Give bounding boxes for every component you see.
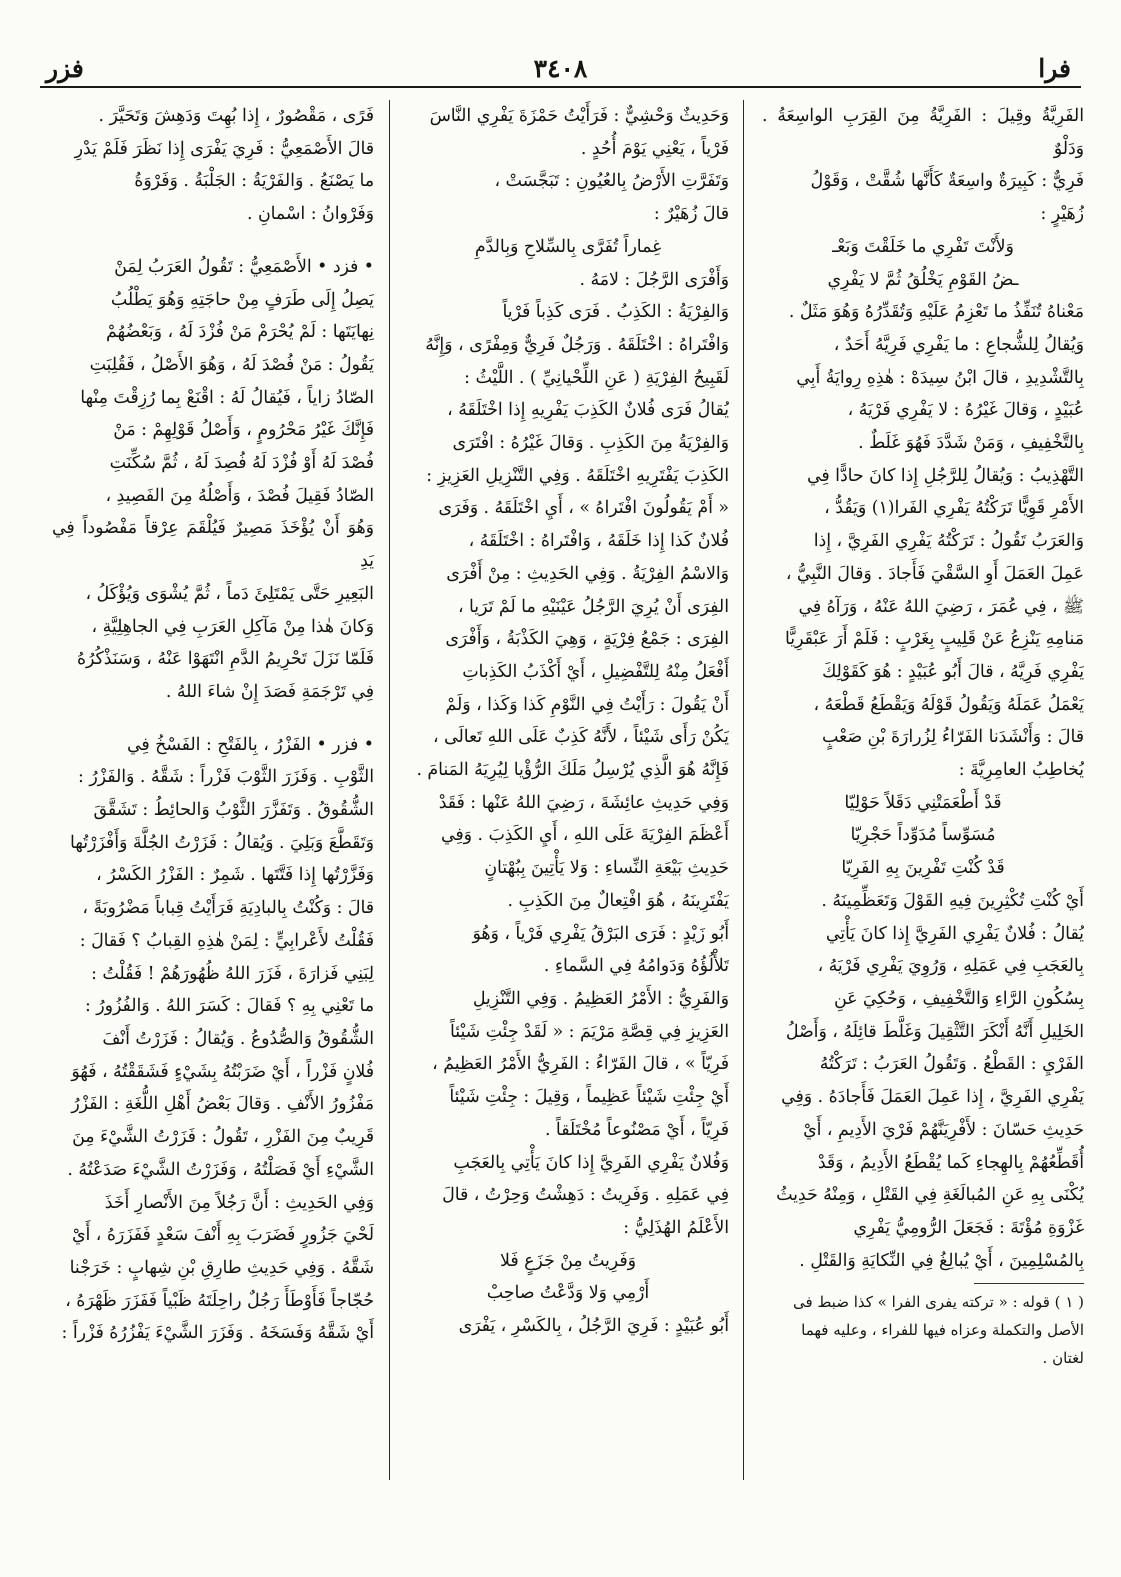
text-line: بِسُكُونِ الرَّاءِ وَالتَّخْفِيفِ ، وَحُكِيَ عَنِ bbox=[833, 988, 1084, 1009]
header-left-word: فزر bbox=[46, 54, 84, 83]
text-line: الصّادُ فَقِيلَ فُصْدَ ، وَأَصْلُهُ مِنَ الفَصِيدِ ، bbox=[105, 485, 374, 506]
text-line: أَبُو زَيْدٍ : فَرَى البَرْقُ يَفْرِي فَرْياً ، وَهُوَ bbox=[472, 923, 729, 944]
text-line: أَيْ جِئْتِ شَيْئاً عَظِيماً ، وَقِيلَ : جِئْتِ شَيْئاً bbox=[449, 1087, 729, 1108]
text-line: وَالعَرَبُ تَقُولُ : تَرَكْتُهُ يَفْرِي الفَرِيَّ ، إِذا bbox=[813, 531, 1084, 552]
entry-heading-line: • فزر • الفَزْرُ ، بِالفَتْحِ : الفَسْخُ فِي bbox=[126, 734, 374, 755]
text-line: الصّادُ زاياً ، فَيُقالُ لَهُ : اقْنَعْ بِما رُزِقْتَ مِنْها bbox=[80, 387, 374, 408]
text-line: مَنامِهِ يَنْزِعُ عَنْ قَلِيبٍ بِغَرْبٍ : فَلَمْ أَرَ عَبْقَرِيًّا bbox=[785, 629, 1084, 650]
text-line: يَعْمَلُ عَمَلَهُ وَيَقُولُ قَوْلَهُ وَيَقْطَعُ قَطْعَهُ ، bbox=[813, 694, 1084, 715]
text-line: الثَّوْبِ . وَفَزَرَ الثَّوْبَ فَزْراً : شَقَّهُ . وَالفَزْرُ : bbox=[78, 767, 374, 788]
text-line: تَلأْلُؤُهُ وَدَوامُهُ فِي السَّماءِ . bbox=[543, 956, 729, 977]
column-divider-2 bbox=[389, 100, 390, 1480]
text-line: البَعِيرِ حَتَّى يَمْتَلِئَ دَماً ، ثُمَّ يُشْوَى وَيُؤْكَلُ ، bbox=[85, 583, 374, 604]
text-line: وَفُلانٌ يَفْرِي الفَرِيَّ إِذا كانَ يَأْتِي بِالعَجَبِ bbox=[453, 1152, 729, 1173]
text-line: وَافْتَراهُ : اخْتَلَقَهُ . وَرَجُلٌ فَرِيٌّ وَمِفْرًى ، وَإِنَّهُ bbox=[425, 334, 729, 355]
entry-gap bbox=[52, 231, 374, 251]
text-line: العَزِيزِ فِي قِصَّةِ مَرْيَمَ : « لَقَدْ جِئْتِ شَيْئاً bbox=[449, 1021, 729, 1042]
text-line: وَيُقالُ لِلشُّجاعِ : ما يَفْرِي فَرِيَّهُ أَحَدٌ ، bbox=[833, 334, 1084, 355]
text-line: الكَذِبَ يَفْتَرِيهِ اخْتَلَقَهُ . وَفِي التَّنْزِيلِ العَزِيزِ : bbox=[426, 465, 729, 486]
text-line: بِالعَجَبِ فِي عَمَلِهِ ، وَرُوِيَ يَفْرِي فَرْيَهُ ، bbox=[817, 956, 1084, 977]
text-line: ﷺ ، فِي عُمَرَ ، رَضِيَ اللهُ عَنْهُ ، وَرَآهُ فِي bbox=[798, 596, 1084, 617]
text-line: أَنْ يَقُولَ : رَأَيْتُ فِي النَّوْمِ كَذا وَكَذا ، وَلَمْ bbox=[445, 694, 729, 715]
entry-gap bbox=[52, 709, 374, 729]
footnote-line: ( ١ ) قوله : « تركته يفرى الفرا » كذا ضبط فى bbox=[793, 1293, 1084, 1312]
text-line: نِهايَتَها : لَمْ يُحْرَمْ مَنْ فُزْدَ لَهُ ، وَبَعْضُهُمْ bbox=[106, 322, 374, 343]
verse-line: وَلأَنْتَ تَفْرِي ما خَلَقْتَ وَبَعْـ bbox=[832, 236, 1014, 257]
text-line: يَكُنْ رَأَى شَيْئاً ، لأَنَّهُ كَذِبٌ عَلَى اللهِ تَعالَى ، bbox=[432, 727, 729, 748]
text-line: وَأَفْرَى الرَّجُلَ : لامَهُ . bbox=[579, 269, 729, 290]
text-line: مَفْزُورُ الأَنْفِ . وَقالَ بَعْضُ أَهْلِ اللُّغَةِ : الفَزْرُ bbox=[71, 1094, 374, 1115]
text-line: مَعْناهُ تُنَفِّذُ ما تَعْزِمُ عَلَيْهِ وَتُقَدِّرُهُ وَهُوَ مَثَلٌ . bbox=[788, 302, 1084, 323]
verse-line: مُسَوِّساً مُدَوِّداً حَجْرِيّا bbox=[850, 825, 996, 846]
text-line: فَرِيٌّ : كَبِيرَةٌ واسِعَةٌ كَأَنَّها شُقَّتْ ، وَقَوْلُ bbox=[810, 171, 1084, 192]
text-line: وَفَرْوانُ : اسْمانِ . bbox=[246, 204, 374, 225]
text-line: وَحَدِيثٌ وَحْشِيٌّ : فَرَأَيْتُ حَمْزَةَ يَفْرِي النَّاسَ bbox=[429, 106, 729, 126]
text-line: شَقَّهُ . وَفِي حَدِيثِ طارِقِ بْنِ شِهابٍ : خَرَجْنا bbox=[69, 1257, 374, 1278]
text-line: بِالتَّشْدِيدِ ، قالَ ابْنُ سِيدَهْ : هٰذِهِ رِوايَةُ أَبِي bbox=[796, 367, 1084, 388]
text-line: فِي تَرْجَمَةِ فَصَدَ إِنْ شاءَ اللهُ . bbox=[165, 681, 374, 702]
text-line: وَفِي حَدِيثِ عائِشَةَ ، رَضِيَ اللهُ عَنْها : فَقَدْ bbox=[438, 792, 729, 813]
page-number: ٣٤٠٨ bbox=[533, 54, 588, 83]
text-line: فُلانٍ فَزْراً ، أَيْ ضَرَبْتُهُ بِشَيْءٍ فَشَقَقْتُهُ ، فَهُوَ bbox=[71, 1061, 374, 1082]
verse-line: غِماراً تُفَرَّى بِالسِّلاحِ وَبِالدَّمِ bbox=[474, 236, 662, 257]
footnote-line: الأصل والتكملة وعزاه فيها للفراء ، وعليه فهما bbox=[801, 1321, 1084, 1340]
text-line: فِي عَمَلِهِ . وَفَرِيتُ : دَهِشْتُ وَحِرْتُ ، قالَ bbox=[442, 1185, 729, 1206]
verse-line: قَدْ أَطْعَمَتْنِي دَقَلاً حَوْلِيّا bbox=[844, 792, 1002, 813]
text-line: وَهُوَ أَنْ يُؤْخَذَ مَصِيرٌ فَيُلْقَمَ عِرْقاً مَفْصُوداً فِي يَدِ bbox=[52, 518, 374, 572]
text-line: أَبُو عُبَيْدٍ : فَرِيَ الرَّجُلُ ، بِالكَسْرِ ، يَفْرَى bbox=[458, 1316, 729, 1337]
text-line: لَقَبِيحُ الفِرْيَةِ ( عَنِ اللِّحْيانِيِّ ) . اللَّيْثُ : bbox=[464, 367, 729, 388]
text-line: قالَ الأَصْمَعِيُّ : فَرِيَ يَفْرَى إِذا نَظَرَ فَلَمْ يَدْرِ bbox=[74, 138, 374, 159]
verse-line: أَرْمِي وَلا وَدَّعْتُ صاحِبْ bbox=[486, 1283, 650, 1304]
text-line: أَفْعَلُ مِنْهُ لِلتَّفْضِيلِ ، أَيْ أَكْذَبُ الكَذِباتِ bbox=[462, 661, 729, 682]
text-line: وَفَزَّرْتُها إِذا فَتَّتَها . شَمِرٌ : الفَزْرُ الكَسْرُ ، bbox=[96, 865, 374, 886]
text-line: أَيْ شَقَّهُ وَفَسَخَهُ . وَفَزَرَ الشَّيْءَ يَفْزُرُهُ فَزْراً : bbox=[61, 1323, 374, 1344]
text-columns bbox=[44, 100, 1084, 1480]
text-line: وَفِي الحَدِيثِ : أَنَّ رَجُلاً مِنَ الأَنْصارِ أَخَذَ bbox=[104, 1192, 374, 1213]
text-line: حَدِيثِ حَسّانَ : لأَفْرِيَنَّهُمْ فَرْيَ الأَدِيمِ ، أَيْ bbox=[803, 1119, 1084, 1140]
text-line: وَالفَرِيُّ : الأَمْرُ العَظِيمُ . وَفِي التَّنْزِيلِ bbox=[472, 988, 729, 1009]
text-line: وَكانَ هٰذا مِنْ مَآكِلِ العَرَبِ فِي الجاهِلِيَّةِ ، bbox=[91, 616, 374, 637]
text-line: أَعْظَمَ الفِرْيَةَ عَلَى اللهِ ، أَيِ الكَذِبَ . وَفِي bbox=[440, 825, 729, 846]
footnote-line: لغتان . bbox=[1042, 1349, 1084, 1368]
text-line: قالَ : وَأَنْشَدَنا الفَرّاءُ لِزُرارَةَ بْنِ صَعْبٍ bbox=[822, 727, 1084, 748]
text-line: الفِرَى أَنْ يُرِيَ الرَّجُلُ عَيْنَيْهِ ما لَمْ تَرَيا ، bbox=[457, 596, 729, 617]
page-header bbox=[40, 50, 1081, 88]
text-line: الأَمْرِ قَوِيًّا تَرَكْتُهُ يَفْرِي الفَرا(١) وَيَقُدُّ ، bbox=[824, 498, 1084, 519]
text-line: يَصِلُ إِلَى طَرَفٍ مِنْ حاجَتِهِ وَهُوَ يَطْلُبُ bbox=[110, 289, 374, 310]
text-line: فَقُلْتُ لأَعْرابِيٍّ : لِمَنْ هٰذِهِ القِبابُ ؟ فَقالَ : bbox=[79, 930, 374, 951]
column-left bbox=[52, 100, 374, 1480]
text-line: الأَعْلَمُ الهُذَلِيُّ : bbox=[623, 1217, 729, 1238]
text-line: ما تَعْنِي بِهِ ؟ فَقالَ : كَسَرَ اللهُ . وَالفُزُورُ : bbox=[84, 996, 374, 1017]
text-line: لَحْيَ جَزُورٍ فَضَرَبَ بِهِ أَنْفَ سَعْدٍ فَفَزَرَهُ ، أَيْ bbox=[71, 1225, 374, 1246]
column-divider-1 bbox=[743, 100, 744, 1480]
text-line: فَإِنَّهُ هُوَ الَّذِي يُرْسِلُ مَلَكَ الرُّؤْيا لِيُرِيَهُ المَنامَ . bbox=[416, 760, 729, 781]
text-line: « أَمْ يَقُولُونَ افْتَراهُ » ، أَيِ اخْتَلَقَهُ . وَفَرَى bbox=[438, 498, 729, 519]
text-line: فَرْياً ، يَعْنِي يَوْمَ أُحُدٍ . bbox=[580, 138, 729, 159]
column-middle bbox=[407, 100, 729, 1480]
text-line: بِالتَّخْفِيفِ ، وَمَنْ شَدَّدَ فَهُوَ غَلَطٌ . bbox=[858, 433, 1084, 454]
text-line: بِالمُسْلِمِينَ ، أَيْ يُبالِغُ فِي النِّكايَةِ وَالقَتْلِ . bbox=[799, 1250, 1084, 1271]
text-line: ما يَصْنَعُ . وَالفَرْيَةُ : الجَلْبَةُ . وَفَرْوَةُ bbox=[134, 171, 374, 192]
text-line: فَإِنَّكَ غَيْرُ مَحْرُومٍ ، وَأَصْلُ قَوْلِهِمْ : مَنْ bbox=[113, 420, 374, 441]
text-line: أَيْ كُنْتِ تُكْثِرِينَ فِيهِ القَوْلَ وَتَعَظِّمِينَهُ . bbox=[821, 890, 1084, 911]
verse-line: قَدْ كُنْتِ تَفْرِينَ بِهِ الفَرِيّا bbox=[841, 858, 1005, 879]
text-line: وَالاسْمُ الفِرْيَةُ . وَفِي الحَدِيثِ : مِنْ أَفْرَى bbox=[446, 563, 729, 584]
text-line: قالَ زُهَيْرٌ : bbox=[653, 204, 729, 225]
verse-line: وَفَرِيتُ مِنْ جَزَعٍ فَلا bbox=[500, 1250, 636, 1271]
text-line: الفِرَى : جَمْعُ فِرْيَةٍ ، وَهِيَ الكَذْبَةُ ، وَأَفْرَى bbox=[445, 629, 729, 650]
text-line: فَرِيّاً ، أَيْ مَصْنُوعاً مُخْتَلَقاً . bbox=[544, 1119, 729, 1140]
text-line: وَالفِرْيَةُ : الكَذِبُ . فَرَى كَذِباً فَرْياً bbox=[502, 302, 729, 323]
text-line: وَتَقَطَّعَ وَبَلِيَ . وَيُقالُ : فَزَرْتُ الجُلَّةَ وَأَفْزَرْتُها bbox=[70, 832, 374, 853]
text-line: قالَ : وَكُنْتُ بِالبادِيَةِ فَرَأَيْتُ قِباباً مَضْرُوبَةً ، bbox=[82, 898, 374, 919]
entry-heading-line: • فزد • الأَصْمَعِيُّ : تَقُولُ العَرَبُ لِمَنْ bbox=[114, 256, 374, 277]
text-line: حَدِيثِ بَيْعَةِ النِّساءِ : وَلا يَأْتِينَ بِبُهْتانٍ bbox=[484, 858, 729, 879]
text-line: لِبَنِي فَزارَةَ ، فَزَرَ اللهُ ظُهُورَهُمْ ! فَقُلْتُ : bbox=[91, 963, 374, 984]
text-line: الشُّقُوقُ . وَتَفَزَّرَ الثَّوْبُ وَالحائِطُ : تَشَقَّقَ bbox=[93, 800, 374, 821]
text-line: أُقَطِّعُهُمْ بِالهِجاءِ كَما يُقْطَعُ الأَدِيمُ ، وَقَدْ bbox=[817, 1152, 1084, 1173]
text-line: قَرِيبٌ مِنَ الفَزْرِ ، تَقُولُ : فَزَرْتُ الشَّيْءَ مِنَ bbox=[72, 1127, 374, 1148]
header-right-word: فرا bbox=[1038, 54, 1071, 83]
text-line: عَمِلَ العَمَلَ أَوِ السَّقْيَ فَأَجادَ . وَقالَ النَّبِيُّ ، bbox=[785, 563, 1084, 584]
footnote-separator bbox=[974, 1283, 1084, 1284]
text-line: الفَرْيِ : القَطْعُ . وَتَقُولُ العَرَبُ : تَرَكْتُهُ bbox=[819, 1054, 1084, 1075]
text-line: يُقالُ فَرَى فُلانٌ الكَذِبَ يَفْرِيهِ إِذا اخْتَلَقَهُ ، bbox=[447, 400, 729, 421]
text-line: الخَلِيلِ أَنَّهُ أَنْكَرَ التَّثْقِيلَ وَغَلَّطَ قائِلَهُ ، وَأَصْلُ bbox=[785, 1021, 1084, 1042]
text-line: الفَرِيَّةُ وقِيلَ : الفَرِيَّةُ مِنَ القِرَبِ الواسِعَةُ . وَدَلْوٌ bbox=[762, 106, 1084, 159]
text-line: يَقُولُ : مَنْ فُصْدَ لَهُ ، وَهُوَ الأَصْلُ ، فَقُلِبَتِ bbox=[89, 354, 374, 375]
text-line: فُصْدَ لَهُ أَوْ فُزْدَ لَهُ فُصِدَ لَهُ ، ثُمَّ سُكِّنَتِ bbox=[109, 453, 374, 474]
text-line: يَفْرِي الفَرِيَّ ، إِذا عَمِلَ العَمَلَ فَأَجادَهُ . وَفِي bbox=[781, 1087, 1084, 1108]
text-line: يَفْتَرِينَهُ ، هُوَ افْتِعالٌ مِنَ الكَذِبِ . bbox=[507, 890, 729, 911]
verse-line: ـضُ القَوْمِ يَخْلُقُ ثُمَّ لا يَفْرِي bbox=[827, 269, 1019, 290]
text-line: يُكْنَى بِهِ عَنِ المُبالَغَةِ فِي القَتْلِ ، وَمِنْهُ حَدِيثُ bbox=[776, 1185, 1084, 1206]
text-line: فَلَمّا نَزَلَ تَحْرِيمُ الدَّمِ انْتَهَوْا عَنْهُ ، وَسَنَذْكُرُهُ bbox=[76, 649, 374, 670]
text-line: وَالفِرْيَةُ مِنَ الكَذِبِ . وَقالَ غَيْرُهُ : افْتَرَى bbox=[452, 433, 729, 454]
text-line: غَزْوَةِ مُؤْتَةَ : فَجَعَلَ الرُّومِيُّ يَفْرِي bbox=[853, 1217, 1084, 1238]
text-line: التَّهْذِيبُ : وَيُقالُ لِلرَّجُلِ إِذا كانَ حادًّا فِي bbox=[807, 465, 1084, 486]
text-line: فَرِيّاً » ، قالَ الفَرّاءُ : الفَرِيُّ الأَمْرُ العَظِيمُ ، bbox=[432, 1054, 729, 1075]
text-line: فُلانٌ كَذا إِذا خَلَقَهُ ، وَافْتَراهُ : اخْتَلَقَهُ ، bbox=[468, 531, 729, 552]
text-line: يُخاطِبُ العامِرِيَّةَ : bbox=[958, 760, 1084, 781]
text-line: وَتَفَرَّتِ الأَرْضُ بِالعُيُونِ : تَبَجَّسَتْ ، bbox=[494, 171, 729, 192]
text-line: حُجّاجاً فَأَوْطَأَ رَجُلٌ راحِلَتَهُ ظَبْياً فَفَزَرَ ظَهْرَهُ ، bbox=[65, 1290, 374, 1311]
text-line: الشَّيْءِ أَيْ فَصَلْتُهُ ، وَفَزَرْتُ الشَّيْءَ صَدَعْتُهُ . bbox=[67, 1159, 374, 1180]
column-right bbox=[762, 100, 1084, 1480]
text-line: يَفْرِي فَرِيَّهُ ، قالَ أَبُو عُبَيْدٍ : هُوَ كَقَوْلِكَ bbox=[821, 661, 1084, 682]
text-line: الشُّقُوقُ وَالصُّدُوعُ . وَيُقالُ : فَزَرْتُ أَنْفَ bbox=[102, 1028, 374, 1049]
text-line: عُبَيْدٍ ، وَقالَ غَيْرُهُ : لا يَفْرِي فَرْيَهُ ، bbox=[847, 400, 1084, 421]
text-line: يُقالُ : فُلانٌ يَفْرِي الفَرِيَّ إِذا كانَ يَأْتِي bbox=[825, 923, 1084, 944]
text-line: فَرًى ، مَقْصُورٌ ، إِذا بُهِتَ وَدَهِشَ وَتَحَيَّرَ . bbox=[98, 106, 374, 126]
text-line: زُهَيْرٍ : bbox=[1040, 204, 1084, 225]
